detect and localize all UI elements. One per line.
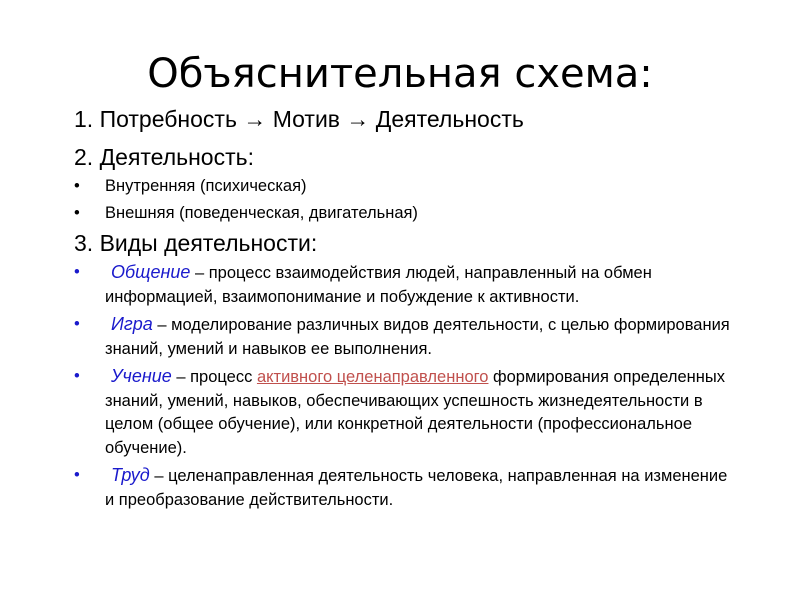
section-3-heading: 3. Виды деятельности: bbox=[74, 230, 318, 256]
bullet-icon: • bbox=[74, 315, 80, 333]
list-item-text: Внутренняя (психическая) bbox=[105, 177, 307, 195]
section-1-heading: 1. Потребность → Мотив → Деятельность bbox=[74, 106, 524, 132]
definition-text: – процесс bbox=[171, 368, 257, 386]
bullet-icon: • bbox=[74, 263, 80, 281]
definition-text: – процесс взаимодействия людей, направленный на обмен информацией, взаимопонимание и побуждение к активности. bbox=[105, 264, 652, 306]
definition-text: – целенаправленная деятельность человека, направленная на изменение и преобразование действительности. bbox=[105, 467, 728, 509]
list-item bbox=[74, 313, 734, 361]
hyperlink[interactable]: активного целенаправленного bbox=[256, 368, 489, 386]
slide-content bbox=[74, 102, 734, 512]
list-item bbox=[74, 365, 734, 460]
list-item bbox=[74, 261, 734, 309]
term-learning: Учение bbox=[111, 366, 172, 386]
definition-text: формирования определенных знаний, умений, навыков, обеспечивающих успешность жизнедеятельности в целом (общее обучение), или конкретной деятельности (профессиональное обучение). bbox=[105, 368, 725, 457]
term-communication: Общение bbox=[111, 262, 191, 282]
term-work: Труд bbox=[111, 465, 150, 485]
bullet-icon: • bbox=[74, 367, 80, 385]
bullet-icon: • bbox=[74, 466, 80, 484]
slide-title: Объяснительная схема: bbox=[147, 51, 653, 97]
definition-text: – моделирование различных видов деятельности, с целью формирования знаний, умений и навыков ее выполнения. bbox=[105, 316, 730, 358]
list-item bbox=[74, 175, 734, 199]
list-item bbox=[74, 202, 734, 226]
list-item-text: Внешняя (поведенческая, двигательная) bbox=[105, 203, 418, 222]
activity-kinds-list bbox=[74, 175, 734, 225]
term-play: Игра bbox=[111, 314, 153, 334]
activity-types-list bbox=[74, 261, 734, 512]
bullet-icon: • bbox=[74, 203, 80, 222]
list-item bbox=[74, 464, 734, 512]
section-2-heading: 2. Деятельность: bbox=[74, 144, 255, 170]
bullet-icon: • bbox=[74, 177, 80, 195]
